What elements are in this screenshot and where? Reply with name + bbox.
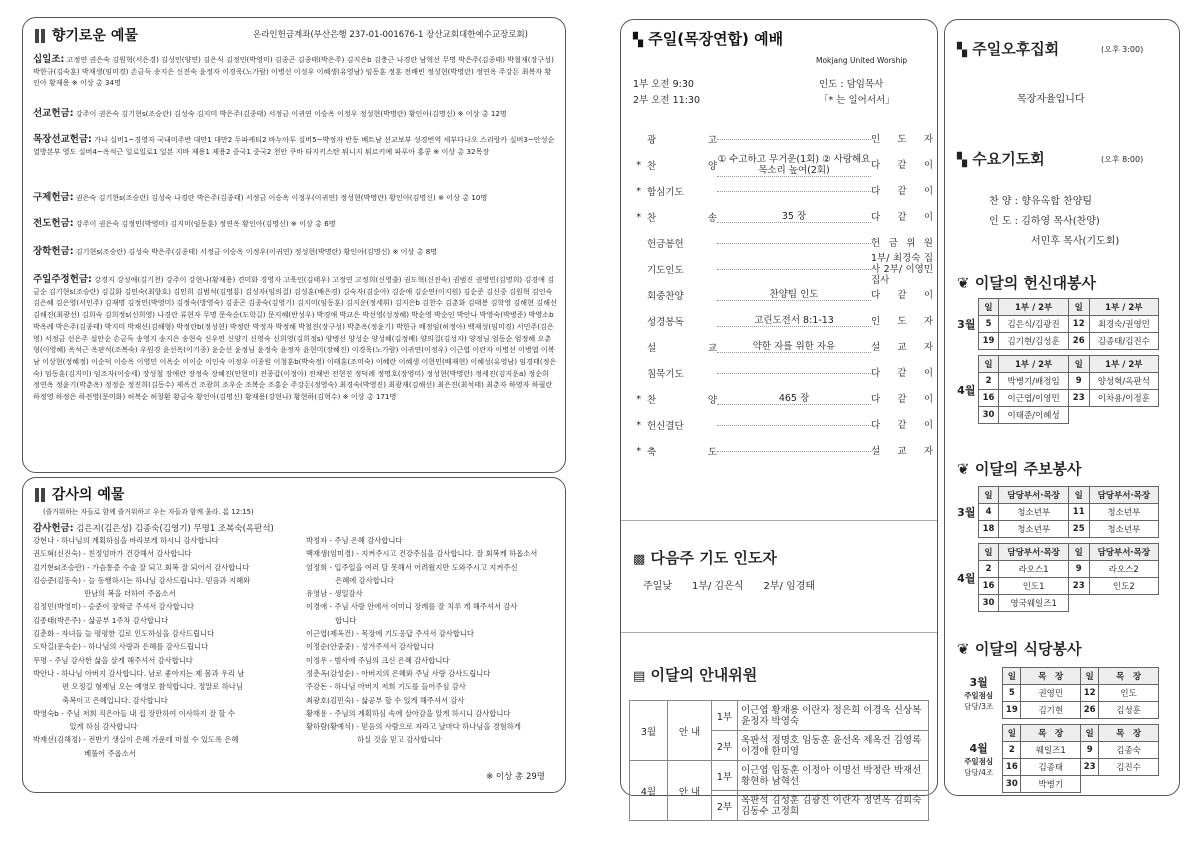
usher-part: 2부 [712, 791, 738, 821]
schedule-assignee: 김기현/김성훈 [999, 333, 1068, 350]
offering-label: 선교헌금: [33, 108, 74, 119]
schedule-month [955, 668, 1003, 719]
order-mark: * [636, 445, 641, 457]
schedule-month: 3월 [957, 506, 976, 519]
schedule-assignee: 인도 [1099, 685, 1159, 702]
offering-title: 향기로운 예물 [35, 25, 138, 45]
schedule-header-cell: 목 장 [1099, 668, 1159, 685]
order-leader: 다 같 이 [871, 289, 933, 301]
offering-label: 장학헌금: [33, 246, 74, 257]
offering-names: 가나 실버1~경영자 국내미주반 대만1 대만2 두파케티2 바누아투 실버5~박정자 반동 베트남 선교보부 성경번역 세부다나오 스리랑카 실버3~안성순 열방본부 영도 실버4~옥석근 일로일로1 일본 지바 제용1 제용2 중국1 중국2 천안 쿠바 타지키스탄 튀니지 튀르키예 파푸아 홍콩 ※ 이상 총 32목장 [33, 135, 555, 156]
schedule-day: 12 [1081, 685, 1099, 702]
thanks-line: 정춘옥(감성순) - 아버지의 은혜와 주님 사랑 감사드립니다 [306, 668, 491, 678]
thanks-offering: 감사헌금: 김은지(김은성) 김종숙(김영기) 무명1 조복숙(옥판석) [33, 523, 274, 534]
schedule-assignee: 김진수 [1099, 759, 1159, 776]
schedule-assignee: 웨일즈1 [1021, 742, 1081, 759]
schedule-header [955, 668, 1159, 685]
schedule-header-cell: 1부 / 2부 [999, 299, 1068, 316]
thanks-line: 이정순(안중중) - 성겨주셔서 감사합니다 [306, 642, 435, 652]
schedule-day: 23 [1081, 759, 1099, 776]
wednesday-title: ▚ 수요기도회 [957, 150, 1045, 168]
offering-names: 강주이 권은숙 김기현s(조승란) 김성숙 김지미 박은주(김종태) 서정금 이귀연 이승옥 이정우 정성현(박명란) 황인아(김명신) ※ 이상 총 12명 [75, 109, 507, 118]
order-item: 찬 양 [647, 395, 717, 406]
order-leader: 설 교 자 [871, 341, 933, 353]
schedule-assignee: 청소년부 [999, 521, 1068, 538]
thanks-total: ※ 이상 총 29명 [486, 772, 545, 782]
schedule-assignee: 박병기 [1021, 776, 1081, 793]
schedule-day: 2 [1003, 742, 1021, 759]
schedule-assignee: 인도1 [999, 578, 1068, 595]
schedule-day: 26 [1068, 333, 1089, 350]
thanks-line: 강현나 - 하나님의 계획하심을 바라보게 하시니 감사합니다 [33, 536, 219, 545]
afternoon-text: 목장자율입니다 [1017, 94, 1085, 105]
worship-times: 1부 오전 9:30 2부 오전 11:30 [633, 79, 700, 106]
schedule-day [1081, 776, 1099, 793]
schedule-header-cell: 1부 / 2부 [1089, 356, 1158, 373]
order-mark: * [636, 393, 641, 405]
offering-panel [22, 17, 566, 473]
order-item: 합심기도 [647, 187, 684, 198]
order-detail [717, 451, 871, 452]
schedule-assignee: 김은식/김광진 [999, 316, 1068, 333]
thanks-line: 주강돈 - 하나님 아버지 저희 기도를 들어주심 감사 [306, 682, 466, 692]
schedule-row [955, 521, 1159, 538]
schedule-header-cell: 일 [1068, 487, 1089, 504]
usher-row [630, 761, 929, 791]
order-detail [717, 139, 871, 140]
usher-names: 이근엽 임동훈 이정아 이명선 박정란 박재선 황현하 남혁선 [738, 761, 929, 791]
schedule-assignee [1099, 776, 1159, 793]
next-week-title: ▩ 다음주 기도 인도자 [633, 549, 777, 567]
schedule-row [955, 561, 1159, 578]
schedule-assignee: 김종숙 [1099, 742, 1159, 759]
offering-row [33, 192, 557, 204]
schedule-day: 9 [1068, 561, 1089, 578]
usher-month: 4월 [630, 761, 668, 821]
order-item: 찬 송 [647, 213, 717, 224]
thanks-line: 합니다 [306, 615, 357, 625]
order-detail: 465 장 [717, 393, 871, 405]
offering-row [33, 246, 557, 258]
schedule-day: 16 [978, 578, 999, 595]
order-row [629, 361, 933, 385]
usher-month: 3월 [630, 701, 668, 761]
schedule-row [955, 578, 1159, 595]
order-item: 설 교 [647, 343, 717, 354]
order-detail: 35 장 [717, 211, 871, 223]
schedule-header-cell: 일 [1081, 668, 1099, 685]
thanks-line: 하실 것을 믿고 감사합니다 [306, 735, 442, 745]
schedule-assignee: 청소년부 [1089, 521, 1158, 538]
thanks-line: 김종태(박은주) - 삶공부 1주차 감사합니다 [33, 615, 169, 625]
offering-label: 주일주정헌금: [33, 274, 92, 285]
schedule-header-cell: 일 [978, 356, 999, 373]
schedule-assignee: 김기현 [1021, 702, 1081, 719]
schedule-row [955, 333, 1159, 350]
order-item: 광 고 [647, 135, 717, 146]
order-row [629, 205, 933, 229]
wednesday-lead: 인 도 : 김하영 목사(찬양) [989, 216, 1100, 227]
thanks-line: 은혜에 감사합니다 [306, 575, 394, 585]
thanks-line: 이정우 - 범사에 주님의 크신 은혜 감사합니다 [306, 655, 450, 665]
schedule-header-cell: 일 [1068, 544, 1089, 561]
offering-names: 강주이 권은숙 김정민(박영미) 김지미(임동훈) 정연옥 황인아(김명신) ※ 이상 총 6명 [75, 219, 336, 228]
schedule-row [955, 316, 1159, 333]
wednesday-praise: 찬 양 : 향유옥합 찬양팀 [989, 196, 1093, 207]
kitchen-title: ❦ 이달의 식당봉사 [957, 640, 1082, 658]
usher-names: 옥판석 김성훈 김광진 이란자 정연옥 김희숙 김동수 고정희 [738, 791, 929, 821]
order-leader: 다 같 이 [871, 185, 933, 197]
usher-type: 안 내 [668, 761, 712, 821]
schedule-header-cell: 일 [978, 487, 999, 504]
schedule-header-cell: 일 [1068, 299, 1089, 316]
thanks-line: 황하람(황예식) - 믿음의 사람으로 자라고 날마다 하나님을 경험하게 [306, 722, 521, 732]
schedule-header-cell: 일 [1003, 668, 1021, 685]
usher-row [630, 701, 929, 731]
order-item: 축 도 [647, 447, 717, 458]
schedule-assignee: 인도2 [1089, 578, 1158, 595]
schedule-assignee: 영국웨일즈1 [999, 595, 1068, 612]
schedule-assignee: 권영민 [1021, 685, 1081, 702]
schedule-day: 30 [978, 407, 999, 424]
order-leader: 다 같 이 [871, 393, 933, 405]
schedule-assignee: 김종태 [1021, 759, 1081, 776]
schedule-day: 12 [1068, 316, 1089, 333]
schedule-header [955, 544, 1159, 561]
schedule-month [955, 725, 1003, 793]
thanks-panel [22, 477, 566, 793]
schedule-row [955, 390, 1159, 407]
usher-part: 2부 [712, 731, 738, 761]
worship-subtitle: Mokjang United Worship [816, 56, 908, 65]
schedule-day: 9 [1068, 373, 1089, 390]
order-leader: 다 같 이 [871, 367, 933, 379]
schedule-header-cell: 목 장 [1021, 668, 1081, 685]
order-mark: * [636, 211, 641, 223]
schedule-header [955, 725, 1159, 742]
meal-sub: 담당/4조 [964, 767, 994, 777]
order-leader: 다 같 이 [871, 419, 933, 431]
order-detail [717, 243, 871, 244]
afternoon-time: (오후 3:00) [1101, 45, 1144, 54]
schedule-row [955, 373, 1159, 390]
schedule-header-cell: 일 [1068, 356, 1089, 373]
order-leader: 다 같 이 [871, 211, 933, 223]
usher-type: 안 내 [668, 701, 712, 761]
offering-names: 고정연 권은숙 김원혁(서은경) 김성민(양연) 김은식 김정민(박영미) 김종곤 김종태(박은주) 김지은b 김충근 나경란 남혁선 무명 박은주(김종태) 박철재(장구성) 박한규(김숙훈) 박재생(임미경) 손금득 송지은 신진숙 윤정자 이경욱(노가람) 이병선 이성우 이혜생(유영남) 임동훈 정훈 전배빈 정성현(박명란) 정연옥 주강돈 최복자 황인아 황재용 ※ 이상 총 34명 [33, 55, 554, 88]
order-item: 헌금봉헌 [647, 239, 684, 250]
offering-label: 구제헌금: [33, 192, 74, 203]
schedule-assignee: 이근엽/이영민 [999, 390, 1068, 407]
order-mark: * [636, 185, 641, 197]
thanks-line: 박재선(김해정) - 전반기 생실이 은혜 가운데 마칠 수 있도록 은혜 [33, 735, 239, 745]
bulletin-table [955, 486, 1159, 612]
offering-row [33, 274, 557, 403]
schedule-assignee: 이태준/이혜성 [999, 407, 1068, 424]
schedule-day: 2 [978, 373, 999, 390]
schedule-day: 23 [1068, 578, 1089, 595]
offering-names: 김기현s(조승란) 김성숙 박은주(김종태) 서정금 이승옥 이정우(이귀연) 정성현(박명란) 황인아(김명신) ※ 이상 총 8명 [75, 247, 438, 256]
offering-names: 권은숙 김기현s(조승란) 김성숙 나경란 박은주(김종태) 서정금 이승옥 이정우(이귀연) 정성현(박명란) 황인아(김명신) ※ 이상 총 10명 [75, 193, 488, 202]
thanks-line: 이경애 - 주님 사랑 안에서 이미니 장례를 잘 치루 게 해주셔서 감사 [306, 602, 518, 612]
schedule-day: 9 [1081, 742, 1099, 759]
offering-row [33, 54, 557, 89]
schedule-assignee: 청소년부 [1089, 504, 1158, 521]
schedule-day: 5 [1003, 685, 1021, 702]
thanks-line: 김기현s(조승란) - 가슴통증 수술 잘 되고 회복 잘 되어서 감사합니다 [33, 562, 250, 572]
meal-label: 주일점심 [964, 756, 994, 766]
meal-label: 주일점심 [964, 691, 994, 700]
order-detail [717, 373, 871, 374]
order-leader: 설 교 자 [871, 445, 933, 457]
schedule-day: 23 [1068, 390, 1089, 407]
schedule-header-cell: 담당부서·목장 [999, 487, 1068, 504]
wednesday-lead-2: 서민후 목사(기도회) [1031, 236, 1120, 247]
worship-lead: 인도 : 담임목사 「* 는 일어서서」 [819, 79, 895, 106]
thanks-line: 유영남 - 생일감사 [306, 589, 363, 599]
schedule-row [955, 595, 1159, 612]
order-item: 헌신결단 [647, 421, 684, 432]
schedule-header-cell: 일 [1081, 725, 1099, 742]
schedule-header-cell: 1부 / 2부 [1089, 299, 1158, 316]
schedule-row [955, 407, 1159, 424]
meal-sub: 담당/3조 [964, 702, 994, 711]
schedule-day: 19 [978, 333, 999, 350]
schedule-assignee: 양성혁/옥판석 [1089, 373, 1158, 390]
schedule-header-cell: 1부 / 2부 [999, 356, 1068, 373]
thanks-verse: (즐거워하는 자들로 함께 즐거워하고 우는 자들과 함께 울라. 롬 12:15) [43, 508, 254, 516]
schedule-day: 26 [1081, 702, 1099, 719]
order-row [629, 153, 933, 177]
schedule-header [955, 487, 1159, 504]
thanks-right-column [306, 534, 564, 747]
order-leader: 헌 금 위 원 [871, 237, 933, 249]
thanks-line: 편 오정길 형제님 오는 예영모 참석합니다. 정말로 하나님 [33, 682, 243, 692]
thanks-line: 박영숙b - 주님 저희 직은아들 내 집 장만하여 이사하지 잘 할 수 [33, 708, 235, 718]
order-row [629, 335, 933, 359]
schedule-header-cell: 담당부서·목장 [1089, 544, 1158, 561]
thanks-line: 김춘화 - 자녀들 늘 평평한 길로 인도하심을 감사드립니다 [33, 629, 214, 639]
schedule-month: 4월 [957, 383, 976, 397]
order-item: 기도인도 [647, 265, 684, 276]
schedule-day: 5 [978, 316, 999, 333]
schedule-row [955, 504, 1159, 521]
offering-row [33, 134, 557, 157]
schedule-day [1068, 407, 1089, 424]
order-mark: * [636, 419, 641, 431]
thanks-line: 만남의 복을 더하여 주옵소서 [33, 589, 176, 599]
thanks-line: 김승준(김동숙) - 늘 동행하시는 하나님 감사드립니다. 믿음과 지혜와 [33, 575, 251, 585]
order-row [629, 309, 933, 333]
order-leader: 다 같 이 [871, 159, 933, 171]
order-row [629, 127, 933, 151]
schedule-day: 4 [978, 504, 999, 521]
schedule-day: 16 [978, 390, 999, 407]
schedule-day: 19 [1003, 702, 1021, 719]
thanks-line: 있게 하심 감사합니다 [33, 722, 138, 732]
usher-names: 이근엽 황재용 이란자 정은희 이경욱 신상복 윤정자 박영숙 [738, 701, 929, 731]
usher-part: 1부 [712, 701, 738, 731]
order-leader: 1부/ 최경숙 집사 2부/ 이영민 집사 [871, 252, 933, 286]
thanks-line: 이근엽(제옥건) - 목장에 기도응답 주셔서 감사합니다 [306, 629, 474, 639]
schedule-header-cell: 일 [1003, 725, 1021, 742]
order-item: 침묵기도 [647, 369, 684, 380]
order-detail [717, 191, 871, 192]
thanks-title: 감사의 예물 [35, 484, 124, 504]
ushers-title: ▤ 이달의 안내위원 [633, 666, 758, 684]
schedule-month: 4월 [957, 571, 976, 585]
thanks-line: 도학길(문숙순) - 하나님의 사랑과 은혜를 감사드립니다 [33, 642, 208, 652]
schedule-header [955, 356, 1159, 373]
schedule-day [1068, 595, 1089, 612]
worship-panel [620, 19, 938, 817]
month-label: 4월 [969, 741, 988, 755]
devotion-table [955, 298, 1159, 424]
schedule-month: 3월 [957, 318, 976, 331]
worship-title: ▚ 주일(목장연합) 예배 [633, 30, 784, 48]
bulletin-title: ❦ 이달의 주보봉사 [957, 460, 1082, 478]
thanks-line: 최광호(김민숙) - 삶공부 할 수 있게 해주셔서 감사 [306, 695, 465, 705]
thanks-line: 권도혁(신진숙) - 친정엄마가 건강해서 감사합니다 [33, 549, 192, 559]
order-mark: * [636, 159, 641, 171]
schedule-assignee: 김종태/김진수 [1089, 333, 1158, 350]
schedule-header-cell: 담당부서·목장 [999, 544, 1068, 561]
schedule-day: 25 [1068, 521, 1089, 538]
schedule-header-cell: 일 [978, 544, 999, 561]
thanks-left-column [33, 534, 301, 760]
schedule-day: 2 [978, 561, 999, 578]
order-detail [717, 269, 871, 270]
offering-label: 십일조: [33, 54, 65, 65]
schedule-day: 18 [978, 521, 999, 538]
order-row [629, 387, 933, 411]
thanks-line: 백재생(임미경) - 지켜주시고 건강주심을 감사합니다. 잘 회복케 하옵소서 [306, 549, 538, 559]
order-row [629, 231, 933, 255]
schedule-assignee: 박병기/배정임 [999, 373, 1068, 390]
schedule-header [955, 299, 1159, 316]
wednesday-time: (오후 8:00) [1101, 155, 1144, 164]
next-week-leaders: 주일낮 1부/ 김은식 2부/ 임경태 [643, 581, 816, 592]
right-panel [944, 19, 1180, 796]
thanks-line: 박정자 - 주님 은혜 감사합니다 [306, 536, 403, 545]
order-row [629, 439, 933, 463]
schedule-assignee: 라오스1 [999, 561, 1068, 578]
thanks-line: 박안나 - 하나님 아버지 감사합니다. 남로 좋아지는 제 몸과 우리 남 [33, 668, 245, 678]
devotion-title: ❦ 이달의 헌신대봉사 [957, 274, 1096, 292]
schedule-assignee: 라오스2 [1089, 561, 1158, 578]
order-detail: 찬양팀 인도 [717, 289, 871, 301]
schedule-day: 16 [1003, 759, 1021, 776]
schedule-assignee: 최경숙/권영민 [1089, 316, 1158, 333]
order-row [629, 179, 933, 203]
ushers-table [629, 700, 929, 821]
month-label: 3월 [969, 676, 988, 689]
thanks-line: 베풀어 주옵소서 [33, 748, 136, 758]
bank-account: 온라인헌금계좌(부산은행 237-01-001676-1 장산교회대한예수교장로회) [253, 30, 528, 40]
offering-row [33, 108, 557, 120]
offering-names: 강경지 강성애(김기천) 강주이 강현나(황재용) 견미화 경영자 고욱인(김태우) 고정연 고정희(신영출) 권도혁(신진숙) 권범진 권영민(김명희) 김경애 김금순 김기현s(조승란) 김길화 김민숙(최향호) 김민희 김범석(김명룡) 김성자(임의걸) 김성훈(배은경) 김숙자(김순아) 김순애 김순연(이지원) 김순준 김신중 김원혁 김인숙 김은혜 김은영(서민주) 김재명 김정민(박영미) 김정숙(방영숙) 김종곤 김종숙(김영기) 김지미(임동훈) 김지운(정세휘) 김지은b 김찬수 김춘화 김태봉 김학영 김해현 김해선 김해진(최광선) 김희숙 김희정s(신희영) 나경란 류현자 무명 문숙순(도학길) 문지혜(반성우) 박경애 박교은 박선영(성정혜) 박순영 박순인 박안나 박영숙(박병준) 박영소b 박옥례 박은주(김종태) 박지미 박채선(김해형) 박정란b(정성현) 박정란 박정자 박정해 박철진(장구성) 박춘옥(정윤기) 박한규 배정임(허정아) 백재성(임미경) 서민주(김은영) 서정금 선은주 설안순 손금득 송영지 송지은 송현숙 신우연 신양기 신영숙 신희영(김희정s) 양병선 양성순 양성혜(김정배) 양의걸(김성자) 양정님 엄동순 엄정혜 오춘형(이영혜) 옥석근 옥판석(조복숙) 우원경 윤선옥(이기종) 윤순선 윤정님 윤정숙 윤정자 윤현미(장혜진) 이경욱(노가람) 이귀연(이정우) 이근엽 이란자 이병선 이병엽 이복남 이상현(정혜정) 이순덕 이승옥 이영민 이옥순 이이순 이인숙 이정우 이종원 이청훈b(박숙정) 이태훈(조미숙) 이혜란 이혜생 이현민(배재현) 이혜성(유영남) 임경태(정은숙) 임동훈(김지미) 임조자(이승세) 장성철 장애란 장정숙 장혜진(안현미) 전종갑(이정아) 전채빈 전현진 정덕례 정명호(장영미) 정성현(박명란) 정세진(김지운a) 정순희 정연옥 정윤기(박춘옥) 정정순 정진희(김동수) 제옥건 조광희 조우순 조복순 조홍순 주강돈(정영숙) 최경숙(박영진) 최광재(김해선) 최은진(최석태) 최춘자 하영자 하필란 하정영 하정은 하전영(문미화) 허복순 허창환 황금숙 황인아(김명신) 황재용(강현나) 황현하(김혁수) ※ 이상 총 171명 [33, 275, 557, 402]
thanks-line: 무명 - 주님 감사한 삶을 살게 해주셔서 감사합니다 [33, 655, 193, 665]
thanks-line: 축복이고 은혜입니다. 감사합니다 [33, 695, 168, 705]
schedule-assignee [1089, 595, 1158, 612]
order-row [629, 252, 933, 286]
order-detail: ① 수고하고 무거운(1회) ② 사랑해요 목소리 높여(2회) [717, 153, 871, 176]
usher-names: 옥판석 정명호 임동훈 윤선옥 제옥건 김영록 이경애 한미영 [738, 731, 929, 761]
schedule-assignee: 김성훈 [1099, 702, 1159, 719]
order-detail: 고린도전서 8:1-13 [717, 315, 871, 327]
schedule-header-cell: 목 장 [1099, 725, 1159, 742]
order-item: 회중찬양 [647, 291, 684, 302]
schedule-header-cell: 일 [978, 299, 999, 316]
order-item: 성경봉독 [647, 317, 684, 328]
usher-part: 1부 [712, 761, 738, 791]
order-detail [717, 425, 871, 426]
offering-label: 전도헌금: [33, 218, 74, 229]
offering-row [33, 218, 557, 230]
afternoon-title: ▚ 주일오후집회 [957, 40, 1060, 58]
schedule-day: 30 [978, 595, 999, 612]
thanks-line: 김정민(박영미) - 승준이 장학금 주셔서 감사합니다 [33, 602, 194, 612]
schedule-assignee: 이차용/이정훈 [1089, 390, 1158, 407]
schedule-header-cell: 담당부서·목장 [1089, 487, 1158, 504]
thanks-line: 엄정희 - 입주일을 여러 달 못해서 어려웠지만 도와주시고 지켜주신 [306, 562, 518, 572]
order-leader: 인 도 자 [871, 133, 933, 145]
order-row [629, 283, 933, 307]
offering-label: 목장선교헌금: [33, 134, 92, 145]
schedule-assignee: 청소년부 [999, 504, 1068, 521]
kitchen-table [955, 667, 1159, 793]
schedule-day: 11 [1068, 504, 1089, 521]
order-item: 찬 양 [647, 161, 717, 172]
schedule-assignee [1089, 407, 1158, 424]
schedule-header-cell: 목 장 [1021, 725, 1081, 742]
order-row [629, 413, 933, 437]
schedule-day: 30 [1003, 776, 1021, 793]
order-detail: 약한 자를 위한 자유 [717, 341, 871, 353]
thanks-line: 황재용 - 주님의 계획하심 속에 살아감을 알게 하시니 감사합니다 [306, 708, 511, 718]
order-leader: 인 도 자 [871, 315, 933, 327]
